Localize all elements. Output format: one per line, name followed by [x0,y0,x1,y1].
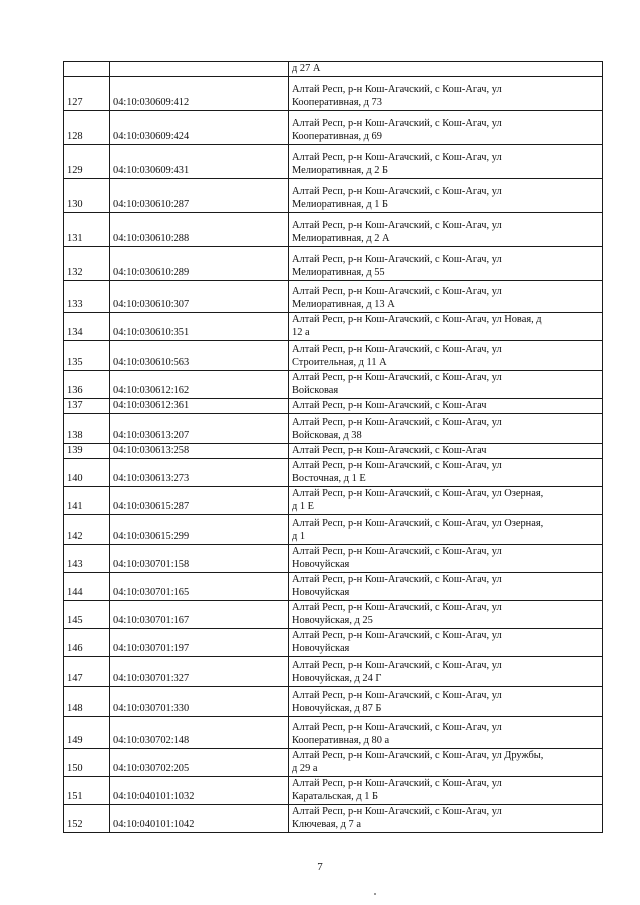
address-line: Алтай Респ, р-н Кош-Агачский, с Кош-Агач, ул [292,220,502,231]
table-row [64,805,603,833]
table-row [64,313,603,341]
row-number-cell: 151 [64,777,110,805]
row-number-cell: 145 [64,601,110,629]
address-cell [289,313,603,341]
address-line: Мелиоративная, д 2 А [292,232,390,244]
address-line: Кооперативная, д 73 [292,96,382,108]
address-line: Алтай Респ, р-н Кош-Агачский, с Кош-Агач, ул [292,286,502,297]
row-number-cell: 134 [64,313,110,341]
address-cell [289,545,603,573]
address-line: д 1 [292,530,306,542]
address-line: Мелиоративная, д 1 Б [292,198,388,210]
row-number-cell: 127 [64,77,110,111]
address-cell [289,459,603,487]
cadastral-number-cell: 04:10:030702:205 [110,749,289,777]
address-line: Алтай Респ, р-н Кош-Агачский, с Кош-Агач, ул [292,372,502,383]
address-cell [289,145,603,179]
table-row [64,371,603,399]
document-sheet [63,61,603,833]
address-cell [289,399,603,414]
table-row [64,459,603,487]
table-row [64,213,603,247]
row-number-cell: 143 [64,545,110,573]
address-line: Новочуйская, д 87 Б [292,702,382,714]
row-number-cell: 140 [64,459,110,487]
row-number-cell: 150 [64,749,110,777]
table-row [64,111,603,145]
address-line: Алтай Респ, р-н Кош-Агачский, с Кош-Агач, ул Дружбы, [292,750,544,761]
address-line: д 29 а [292,762,318,774]
address-cell [289,444,603,459]
address-line: Войсковая [292,384,339,396]
address-cell [289,77,603,111]
address-line: Новочуйская, д 25 [292,614,373,626]
address-cell [289,179,603,213]
cadastral-number-cell: 04:10:030701:167 [110,601,289,629]
table-body [64,62,603,833]
table-row [64,487,603,515]
address-line: д 27 А [292,62,321,74]
address-cell [289,687,603,717]
address-line: Алтай Респ, р-н Кош-Агачский, с Кош-Агач, ул [292,460,502,471]
scan-speck [374,893,376,895]
address-cell [289,573,603,601]
row-number-cell: 136 [64,371,110,399]
address-line: Алтай Респ, р-н Кош-Агачский, с Кош-Агач, ул [292,602,502,613]
table-row [64,717,603,749]
row-number-cell: 144 [64,573,110,601]
address-line: Алтай Респ, р-н Кош-Агачский, с Кош-Агач, ул [292,630,502,641]
parcel-registry-table [63,61,603,833]
address-line: Алтай Респ, р-н Кош-Агачский, с Кош-Агач, ул [292,660,502,671]
table-row [64,515,603,545]
table-row [64,601,603,629]
row-number-cell: 137 [64,399,110,414]
cadastral-number-cell: 04:10:030609:431 [110,145,289,179]
address-cell [289,717,603,749]
address-line: Алтай Респ, р-н Кош-Агачский, с Кош-Агач, ул [292,546,502,557]
address-cell [289,371,603,399]
page-number: 7 [317,861,323,873]
table-row [64,444,603,459]
cadastral-number-cell: 04:10:030612:162 [110,371,289,399]
row-number-cell: 130 [64,179,110,213]
cadastral-number-cell: 04:10:040101:1042 [110,805,289,833]
table-row [64,247,603,281]
address-line: Новочуйская [292,642,350,654]
address-cell [289,487,603,515]
table-row [64,145,603,179]
row-number-cell: 147 [64,657,110,687]
table-row [64,281,603,313]
row-number-cell: 141 [64,487,110,515]
address-cell [289,601,603,629]
row-number-cell: 138 [64,414,110,444]
address-line: Алтай Респ, р-н Кош-Агачский, с Кош-Агач, ул Озерная, [292,488,544,499]
row-number-cell: 129 [64,145,110,179]
address-cell [289,657,603,687]
row-number-cell: 148 [64,687,110,717]
address-cell [289,341,603,371]
address-line: 12 а [292,326,310,338]
address-line: Алтай Респ, р-н Кош-Агачский, с Кош-Агач [292,444,487,456]
row-number-cell: 149 [64,717,110,749]
cadastral-number-cell: 04:10:030701:330 [110,687,289,717]
address-line: Алтай Респ, р-н Кош-Агачский, с Кош-Агач, ул [292,574,502,585]
table-row [64,629,603,657]
table-row [64,657,603,687]
address-line: Новочуйская, д 24 Г [292,672,382,684]
cadastral-number-cell: 04:10:030610:289 [110,247,289,281]
table-row [64,399,603,414]
row-number-cell: 146 [64,629,110,657]
table-row [64,414,603,444]
row-number-cell: 139 [64,444,110,459]
address-line: Алтай Респ, р-н Кош-Агачский, с Кош-Агач, ул [292,690,502,701]
address-line: Мелиоративная, д 2 Б [292,164,388,176]
row-number-cell: 142 [64,515,110,545]
cadastral-number-cell: 04:10:030613:273 [110,459,289,487]
cadastral-number-cell: 04:10:030615:287 [110,487,289,515]
table-row [64,573,603,601]
address-line: Мелиоративная, д 55 [292,266,385,278]
row-number-cell: 133 [64,281,110,313]
cadastral-number-cell: 04:10:030701:158 [110,545,289,573]
address-line: Алтай Респ, р-н Кош-Агачский, с Кош-Агач, ул Новая, д [292,314,542,325]
cadastral-number-cell: 04:10:040101:1032 [110,777,289,805]
address-line: Войсковая, д 38 [292,429,362,441]
address-line: Алтай Респ, р-н Кош-Агачский, с Кош-Агач, ул [292,152,502,163]
row-number-cell: 128 [64,111,110,145]
cadastral-number-cell: 04:10:030612:361 [110,399,289,414]
address-line: Алтай Респ, р-н Кош-Агачский, с Кош-Агач, ул Озерная, [292,518,544,529]
address-cell [289,515,603,545]
address-cell [289,213,603,247]
address-cell [289,247,603,281]
address-line: Алтай Респ, р-н Кош-Агачский, с Кош-Агач, ул [292,254,502,265]
address-line: Ключевая, д 7 а [292,818,361,830]
cadastral-number-cell: 04:10:030701:165 [110,573,289,601]
address-line: Алтай Респ, р-н Кош-Агачский, с Кош-Агач, ул [292,186,502,197]
address-line: Новочуйская [292,586,350,598]
table-row [64,545,603,573]
address-line: Каратальская, д 1 Б [292,790,378,802]
row-number-cell: 135 [64,341,110,371]
cadastral-number-cell: 04:10:030610:288 [110,213,289,247]
address-line: Кооперативная, д 69 [292,130,382,142]
address-line: Алтай Респ, р-н Кош-Агачский, с Кош-Агач, ул [292,778,502,789]
address-cell [289,629,603,657]
address-line: Строительная, д 11 А [292,356,387,368]
address-cell [289,777,603,805]
address-cell [289,281,603,313]
address-line: Алтай Респ, р-н Кош-Агачский, с Кош-Агач [292,399,487,411]
address-line: Новочуйская [292,558,350,570]
address-line: Алтай Респ, р-н Кош-Агачский, с Кош-Агач, ул [292,84,502,95]
cadastral-number-cell: 04:10:030610:307 [110,281,289,313]
address-cell [289,414,603,444]
table-row [64,777,603,805]
table-row [64,341,603,371]
cadastral-number-cell: 04:10:030702:148 [110,717,289,749]
address-line: Алтай Респ, р-н Кош-Агачский, с Кош-Агач, ул [292,344,502,355]
row-number-cell: 152 [64,805,110,833]
cadastral-number-cell: 04:10:030615:299 [110,515,289,545]
cadastral-number-cell: 04:10:030609:412 [110,77,289,111]
row-number-cell [64,62,110,77]
address-line: д 1 Е [292,500,315,512]
address-cell [289,62,603,77]
table-row [64,77,603,111]
address-line: Алтай Респ, р-н Кош-Агачский, с Кош-Агач, ул [292,417,502,428]
cadastral-number-cell: 04:10:030610:563 [110,341,289,371]
address-line: Кооперативная, д 80 а [292,734,390,746]
table-row [64,687,603,717]
cadastral-number-cell: 04:10:030610:351 [110,313,289,341]
address-line: Алтай Респ, р-н Кош-Агачский, с Кош-Агач, ул [292,118,502,129]
table-row [64,62,603,77]
cadastral-number-cell: 04:10:030613:258 [110,444,289,459]
cadastral-number-cell: 04:10:030613:207 [110,414,289,444]
address-line: Восточная, д 1 Е [292,472,366,484]
address-line: Алтай Респ, р-н Кош-Агачский, с Кош-Агач, ул [292,806,502,817]
table-row [64,179,603,213]
table-row [64,749,603,777]
cadastral-number-cell: 04:10:030609:424 [110,111,289,145]
address-cell [289,749,603,777]
row-number-cell: 131 [64,213,110,247]
address-cell [289,111,603,145]
cadastral-number-cell [110,62,289,77]
address-cell [289,805,603,833]
cadastral-number-cell: 04:10:030701:327 [110,657,289,687]
address-line: Алтай Респ, р-н Кош-Агачский, с Кош-Агач, ул [292,722,502,733]
address-line: Мелиоративная, д 13 А [292,298,395,310]
cadastral-number-cell: 04:10:030701:197 [110,629,289,657]
row-number-cell: 132 [64,247,110,281]
cadastral-number-cell: 04:10:030610:287 [110,179,289,213]
